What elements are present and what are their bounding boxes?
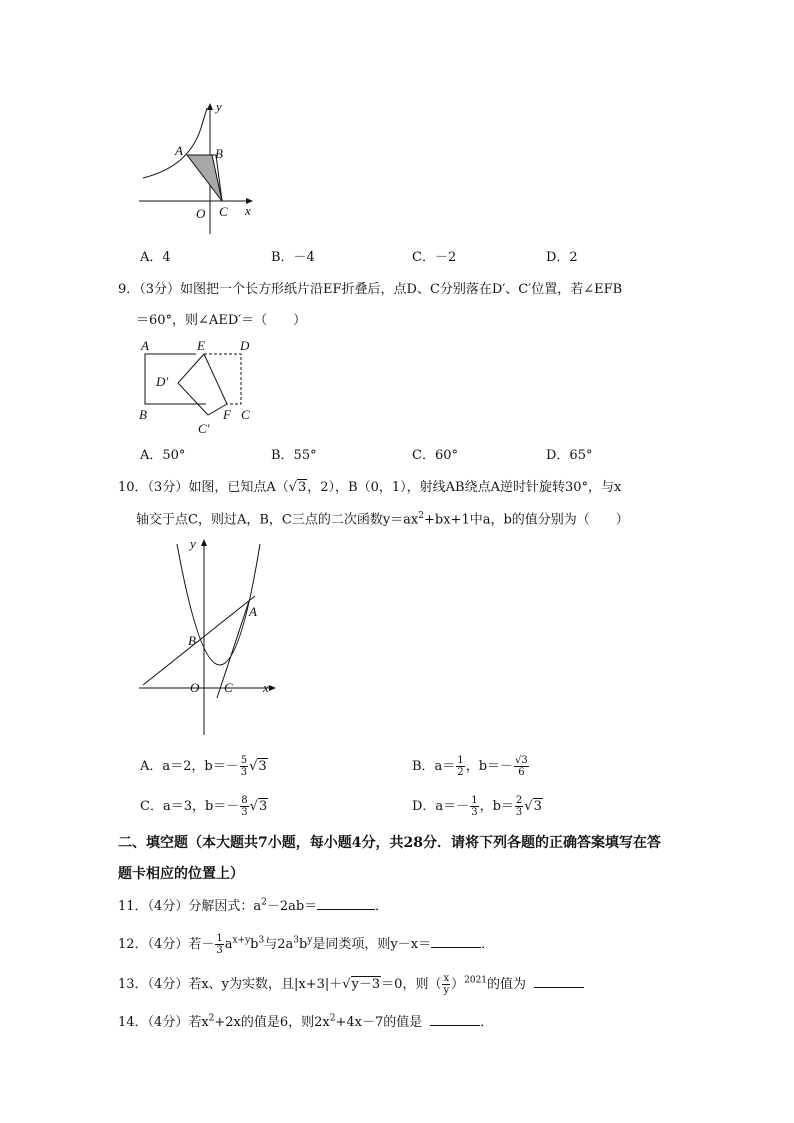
q8-option-a[interactable]: A．4: [140, 250, 171, 265]
q8-label-y: y: [216, 99, 222, 114]
q12-t3: b: [299, 937, 308, 952]
q10-option-d[interactable]: [412, 795, 543, 818]
q14-end: ．: [480, 1015, 494, 1030]
q14-post: +4x－7的值是: [335, 1015, 423, 1030]
q10-opt-c-frac: $\frac{8}{3}$: [241, 795, 248, 818]
q9-rectangle-dashed: [204, 354, 241, 404]
q10-label-c: C: [224, 680, 233, 695]
q10-opt-b-frac1: $\frac{1}{2}$: [457, 755, 464, 778]
q8-label-b: B: [215, 146, 223, 161]
q10-line1-b: ，2），B（0，1），射线AB绕点A逆时针旋转30°，与x: [307, 480, 622, 495]
q10-opt-c-sqrt: 3: [258, 799, 268, 814]
q10-segment-ac: [217, 601, 249, 698]
q10-option-c[interactable]: [140, 795, 268, 818]
q8-label-o: O: [196, 206, 206, 221]
q9-label-f: F: [223, 407, 231, 422]
q9-label-d: D: [240, 338, 250, 353]
q10-y-arrow: [201, 539, 207, 546]
q10-opt-a-frac: $\frac{5}{3}$: [240, 755, 248, 778]
q10-opt-b-pre: B．a＝: [412, 759, 456, 774]
q12-question: [118, 933, 494, 956]
q12-post: 是同类项，则y－x＝: [312, 937, 432, 952]
q10-question-line1: [118, 481, 621, 494]
q12-s4: y: [307, 935, 313, 946]
q14-mid1: +2x的值是6，则2x: [214, 1015, 330, 1030]
q14-s1: 2: [208, 1013, 215, 1024]
q10-figure: [135, 530, 285, 740]
q9-option-b[interactable]: B．55°: [271, 448, 317, 463]
q9-figure: [135, 337, 265, 437]
q12-mid: 与2a: [264, 937, 294, 952]
q9-label-e: E: [197, 338, 205, 353]
q13-answer-blank[interactable]: [534, 975, 584, 988]
q9-folded-flap: [178, 354, 227, 415]
q8-option-d[interactable]: D．2: [546, 250, 578, 265]
q9-option-c[interactable]: C．60°: [412, 448, 458, 463]
q8-label-c: C: [219, 204, 228, 219]
q10-line1-sqrt-sign: √: [288, 480, 297, 495]
q9-fold-line-ef: [204, 354, 227, 404]
q10-label-x: x: [263, 680, 269, 695]
q12-s1: x+y: [232, 935, 251, 946]
q12-pre: 12．（4分）若－: [118, 937, 215, 952]
q12-t1: a: [224, 937, 233, 952]
q10-opt-a-pre: A．a＝2，b＝－: [140, 759, 239, 774]
q10-opt-d-pre: D．a＝－: [412, 799, 470, 814]
q11-pre: 11．（4分）分解因式：a: [118, 899, 262, 914]
q12-frac: $\frac{1}{3}$: [216, 933, 223, 956]
q10-line1-sqrt: 3: [298, 480, 307, 495]
q12-answer-blank[interactable]: [431, 935, 481, 948]
q14-question: [118, 1013, 493, 1029]
q10-opt-d-frac1: $\frac{1}{3}$: [471, 795, 478, 818]
q8-option-b[interactable]: B．－4: [271, 250, 315, 265]
section2-heading-line2: 题卡相应的位置上）: [118, 866, 244, 882]
q11-sup: 2: [261, 897, 267, 908]
q10-option-b[interactable]: [412, 755, 530, 778]
q10-label-b: B: [188, 633, 196, 648]
q10-opt-b-mid: ，b＝－: [465, 759, 514, 774]
q8-y-arrow: [207, 103, 213, 110]
q9-question-line1: 9．（3分）如图把一个长方形纸片沿EF折叠后，点D、C分别落在D′、C′位置，若∠EFB: [118, 282, 623, 297]
q10-opt-a-sqrt: 3: [258, 759, 267, 774]
q8-option-c[interactable]: C．－2: [412, 250, 457, 265]
q10-opt-d-mid: ，b＝: [479, 799, 514, 814]
q10-line1-a: 10．（3分）如图，已知点A（: [118, 480, 289, 495]
q9-question-line2: ＝60°，则∠AED′＝（ ）: [136, 313, 307, 328]
q13-sqrt-sign: √: [342, 977, 351, 992]
q10-opt-c-pre: C．a＝3，b＝－: [140, 799, 240, 814]
q12-t2: b: [250, 937, 259, 952]
q9-option-d[interactable]: D．65°: [546, 448, 593, 463]
q10-option-a[interactable]: [140, 755, 268, 778]
q9-label-a: A: [141, 338, 149, 353]
q11-question: [118, 897, 388, 913]
q10-opt-c-sqrt-sign: √: [249, 799, 258, 814]
q10-label-o: O: [190, 680, 200, 695]
q13-pre: 13．（4分）若x、y为实数，且|x+3|＋: [118, 977, 343, 992]
q10-opt-d-sqrt-sign: √: [524, 799, 533, 814]
q13-sqrt: y－3: [351, 977, 381, 992]
q13-question: [118, 973, 584, 996]
q9-label-c: C: [241, 407, 250, 422]
q10-opt-d-sqrt: 3: [533, 799, 542, 814]
q11-answer-blank[interactable]: [317, 897, 375, 910]
q8-label-x: x: [245, 203, 251, 218]
q10-opt-a-sqrt-sign: √: [249, 759, 258, 774]
q13-frac: $\frac{x}{y}$: [443, 973, 450, 996]
section2-heading-line1: 二、填空题（本大题共7小题，每小题4分，共28分．请将下列各题的正确答案填写在答: [118, 835, 661, 851]
q13-sup: 2021: [464, 975, 488, 986]
q9-option-a[interactable]: A．50°: [140, 448, 186, 463]
q12-end: ．: [481, 937, 495, 952]
q10-label-y: y: [190, 536, 196, 551]
q10-line2-sup: 2: [418, 511, 424, 521]
q11-post: －2ab＝: [266, 899, 318, 914]
q10-x-arrow: [269, 685, 276, 691]
q13-paren-close: ）: [451, 977, 465, 992]
q14-answer-blank[interactable]: [430, 1013, 480, 1026]
q9-label-b: B: [139, 407, 147, 422]
q12-s2: 3: [258, 935, 265, 946]
q13-post: 的值为: [487, 977, 527, 992]
q14-s2: 2: [329, 1013, 336, 1024]
q10-opt-d-frac2: $\frac{2}{3}$: [515, 795, 523, 818]
q10-line2-a: 轴交于点C，则过A，B，C三点的二次函数y＝ax: [136, 512, 419, 528]
q13-mid: ＝0，则（: [381, 977, 442, 992]
q9-label-dprime: D′: [156, 374, 169, 389]
q10-question-line2: [136, 512, 629, 526]
q10-line2-b: +bx+1中a，b的值分别为（ ）: [424, 512, 629, 528]
q9-label-cprime: C′: [198, 421, 210, 436]
q10-opt-b-frac2: $\frac{√3}{6}$: [515, 755, 528, 778]
q8-label-a: A: [175, 143, 183, 158]
q14-pre: 14．（4分）若x: [118, 1015, 209, 1030]
q10-label-a: A: [249, 604, 257, 619]
q11-end: ．: [375, 899, 389, 914]
q8-figure: [135, 98, 265, 238]
q12-s3: 3: [293, 935, 299, 946]
